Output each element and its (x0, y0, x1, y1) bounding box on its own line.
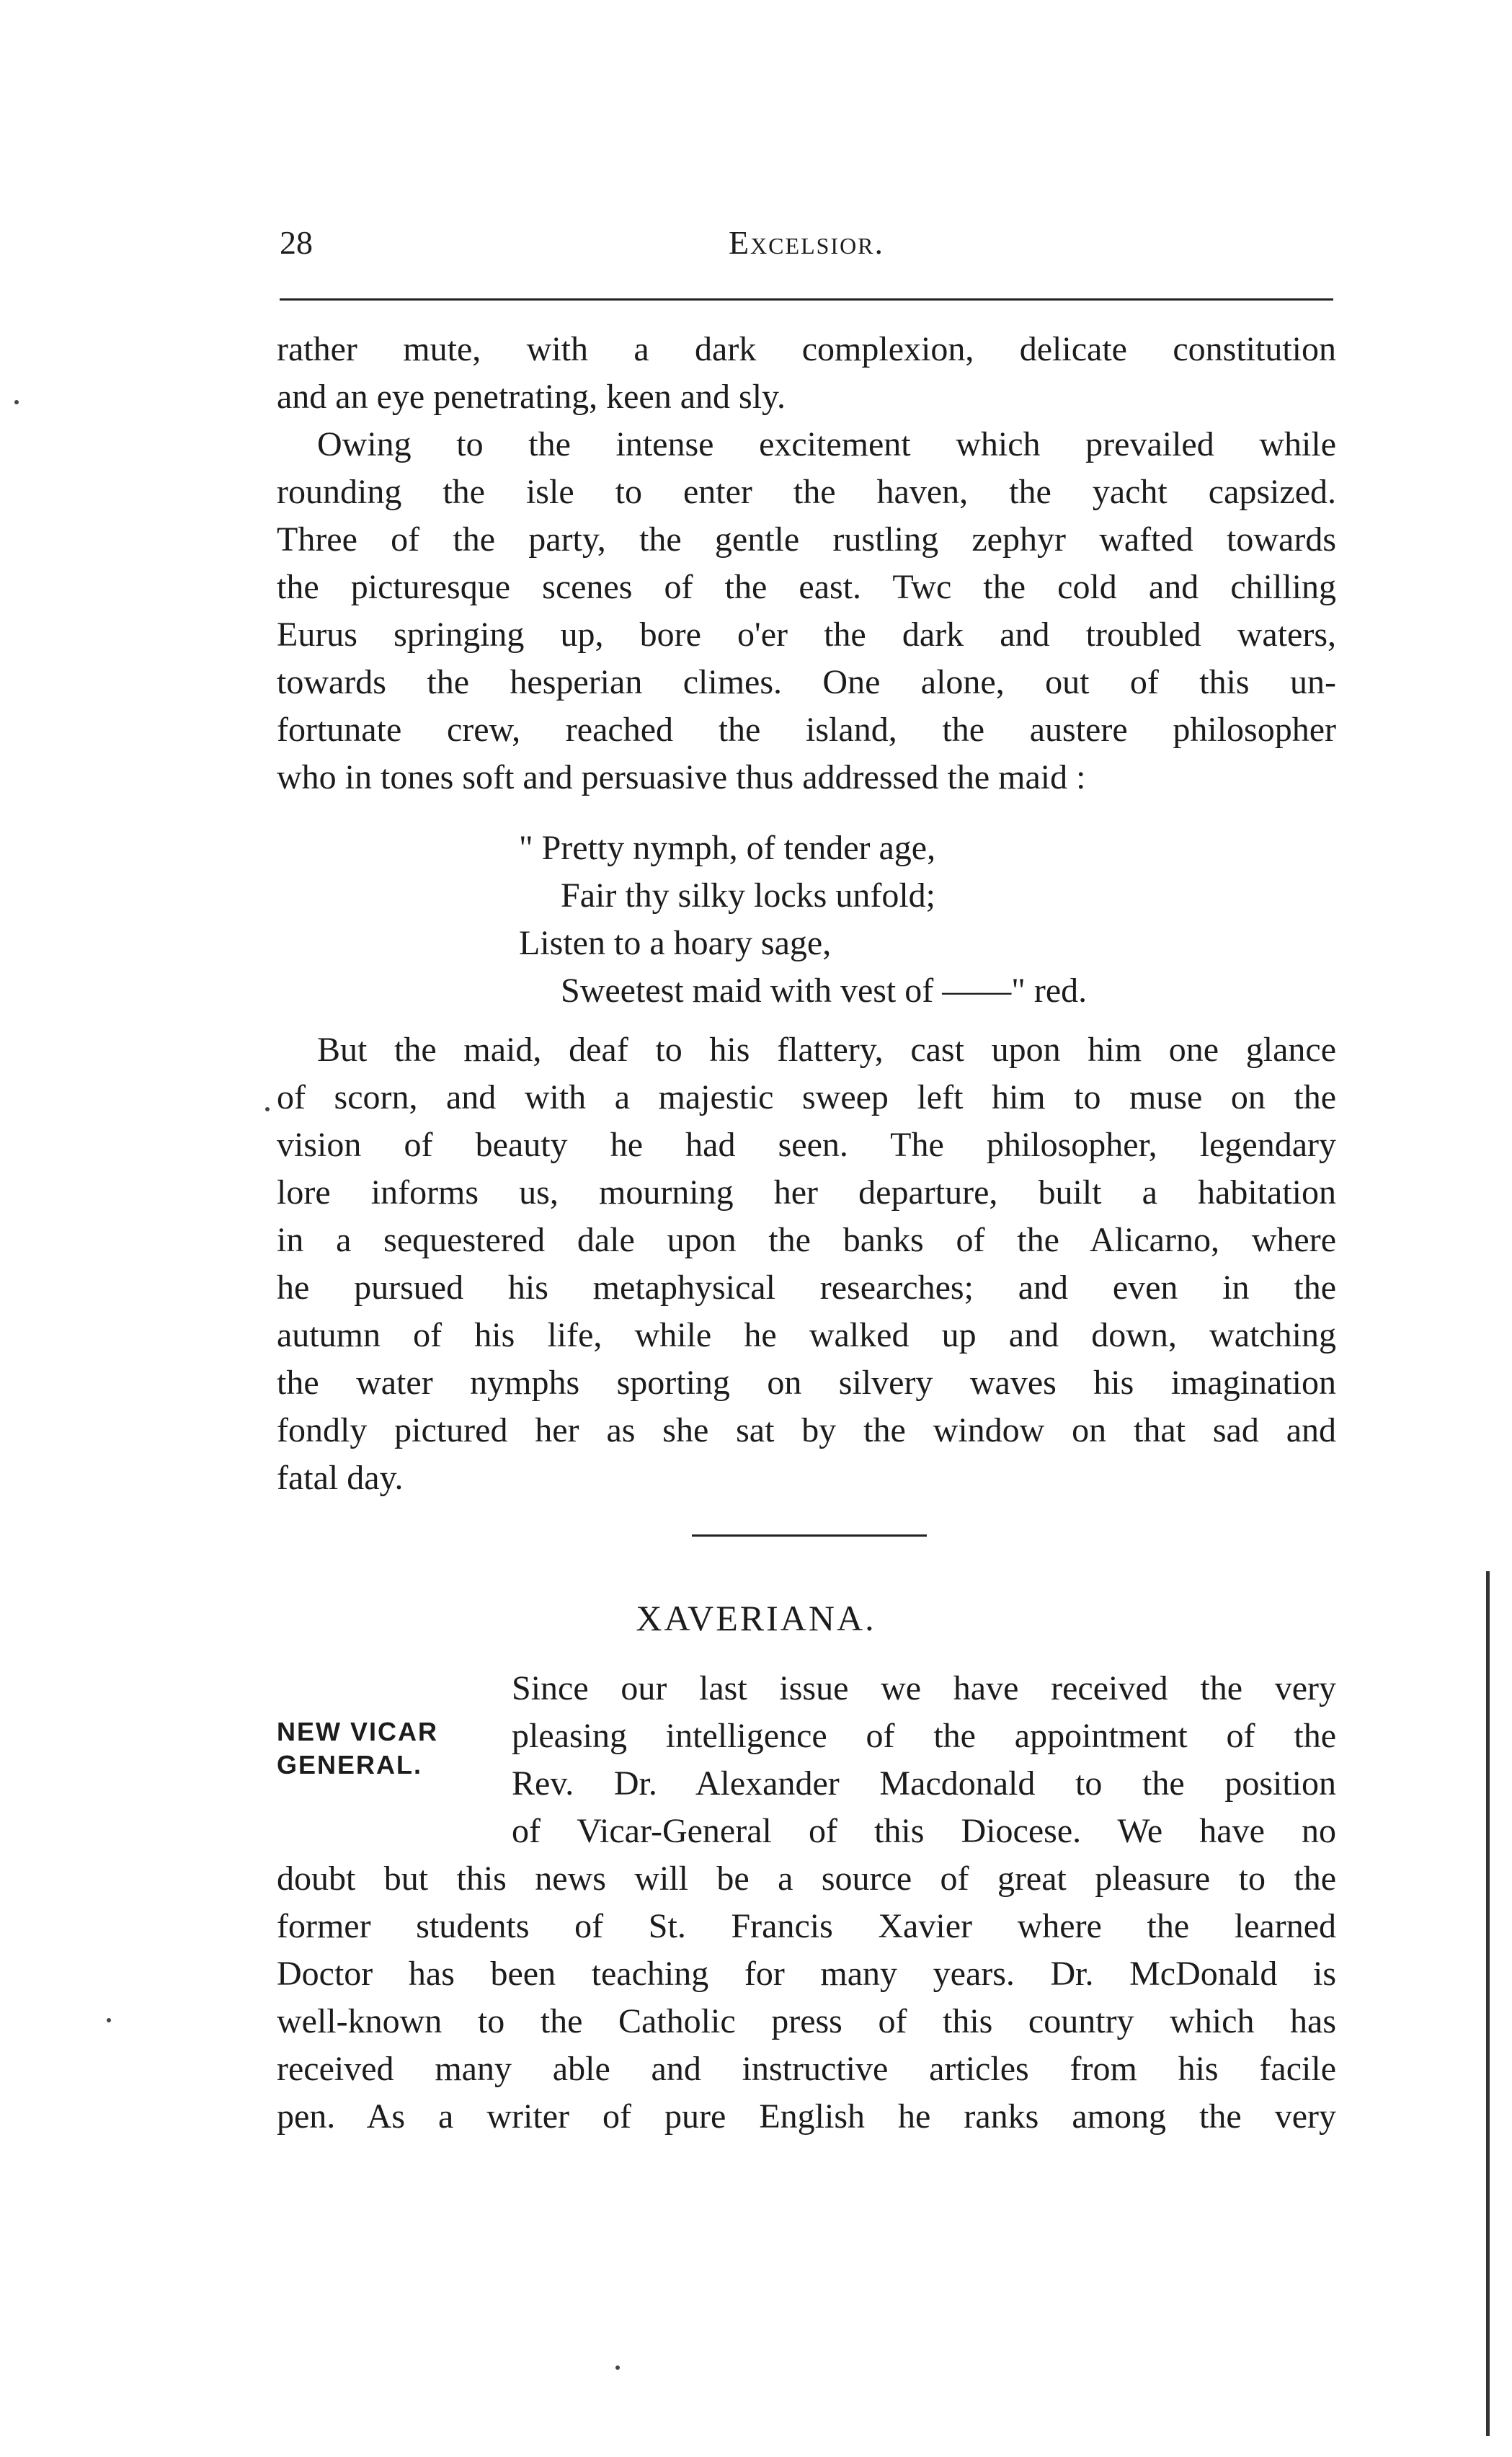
side-heading (277, 1715, 438, 1782)
scan-speck (107, 2018, 111, 2022)
section-title: XAVERIANA. (636, 1598, 876, 1638)
scan-speck (615, 2365, 620, 2370)
text-line: the water nymphs sporting on silvery waves his imagination (277, 1364, 1336, 1402)
verse-stanza (519, 825, 1087, 1015)
text-line: Three of the party, the gentle rustling zephyr wafted towards (277, 520, 1336, 559)
text-line: pleasing intelligence of the appointment of the (512, 1717, 1336, 1755)
side-heading-line: NEW VICAR (277, 1717, 438, 1746)
running-title: Excelsior. (728, 224, 885, 261)
text-line: of scorn, and with a majestic sweep left him to muse on the (277, 1078, 1336, 1116)
text-line: Eurus springing up, bore o'er the dark and troubled waters, (277, 616, 1336, 654)
scan-speck (265, 1107, 270, 1111)
scan-speck (14, 400, 19, 404)
text-line: vision of beauty he had seen. The philosopher, legendary (277, 1126, 1336, 1164)
text-line: well-known to the Catholic press of this country which has (277, 2002, 1336, 2040)
text-line: lore informs us, mourning her departure, built a habitation (277, 1173, 1336, 1212)
text-line: and an eye penetrating, keen and sly. (277, 378, 786, 416)
text-line: in a sequestered dale upon the banks of the Alicarno, where (277, 1221, 1336, 1259)
verse-line: Fair thy silky locks unfold; (561, 876, 935, 915)
text-line: of Vicar-General of this Diocese. We have no (512, 1812, 1336, 1850)
header-rule (280, 298, 1333, 301)
paragraph-philosopher (277, 1026, 1336, 1502)
text-line: towards the hesperian climes. One alone, out of this un- (277, 663, 1336, 701)
text-line: fatal day. (277, 1459, 404, 1497)
paragraph-yacht (277, 421, 1336, 801)
side-heading-line: GENERAL. (277, 1750, 423, 1780)
paragraph-vicar-general-narrow (512, 1665, 1336, 1855)
text-line: autumn of his life, while he walked up and down, watching (277, 1316, 1336, 1354)
text-line: rounding the isle to enter the haven, the yacht capsized. (277, 473, 1336, 511)
text-line: But the maid, deaf to his flattery, cast upon him one glance (317, 1031, 1336, 1069)
verse-line: " Pretty nymph, of tender age, (519, 829, 936, 867)
text-line: Rev. Dr. Alexander Macdonald to the position (512, 1764, 1336, 1803)
text-line: fortunate crew, reached the island, the austere philosopher (277, 711, 1336, 749)
text-line: pen. As a writer of pure English he ranks among the very (277, 2097, 1336, 2136)
text-line: doubt but this news will be a source of great pleasure to the (277, 1860, 1336, 1898)
verse-line: Sweetest maid with vest of ——" red. (561, 972, 1088, 1010)
text-line: who in tones soft and persuasive thus addressed the maid : (277, 758, 1086, 796)
verse-line: Listen to a hoary sage, (519, 924, 832, 962)
page-number: 28 (280, 224, 313, 261)
text-line: the picturesque scenes of the east. Twc the cold and chilling (277, 568, 1336, 606)
section-separator (692, 1534, 927, 1537)
page-header (280, 223, 1333, 281)
text-line: he pursued his metaphysical researches; and even in the (277, 1269, 1336, 1307)
text-line: fondly pictured her as she sat by the window on that sad and (277, 1411, 1336, 1449)
text-line: received many able and instructive articles from his facile (277, 2050, 1336, 2088)
paragraph-continuation (277, 326, 1336, 421)
text-line: Owing to the intense excitement which prevailed while (317, 425, 1336, 463)
text-line: Doctor has been teaching for many years. Dr. McDonald is (277, 1955, 1336, 1993)
paragraph-vicar-general-full (277, 1855, 1336, 2141)
text-line: Since our last issue we have received the very (512, 1669, 1336, 1707)
page-edge-shadow (1486, 1571, 1490, 2436)
text-line: former students of St. Francis Xavier where the learned (277, 1907, 1336, 1945)
text-line: rather mute, with a dark complexion, delicate constitution (277, 330, 1336, 368)
